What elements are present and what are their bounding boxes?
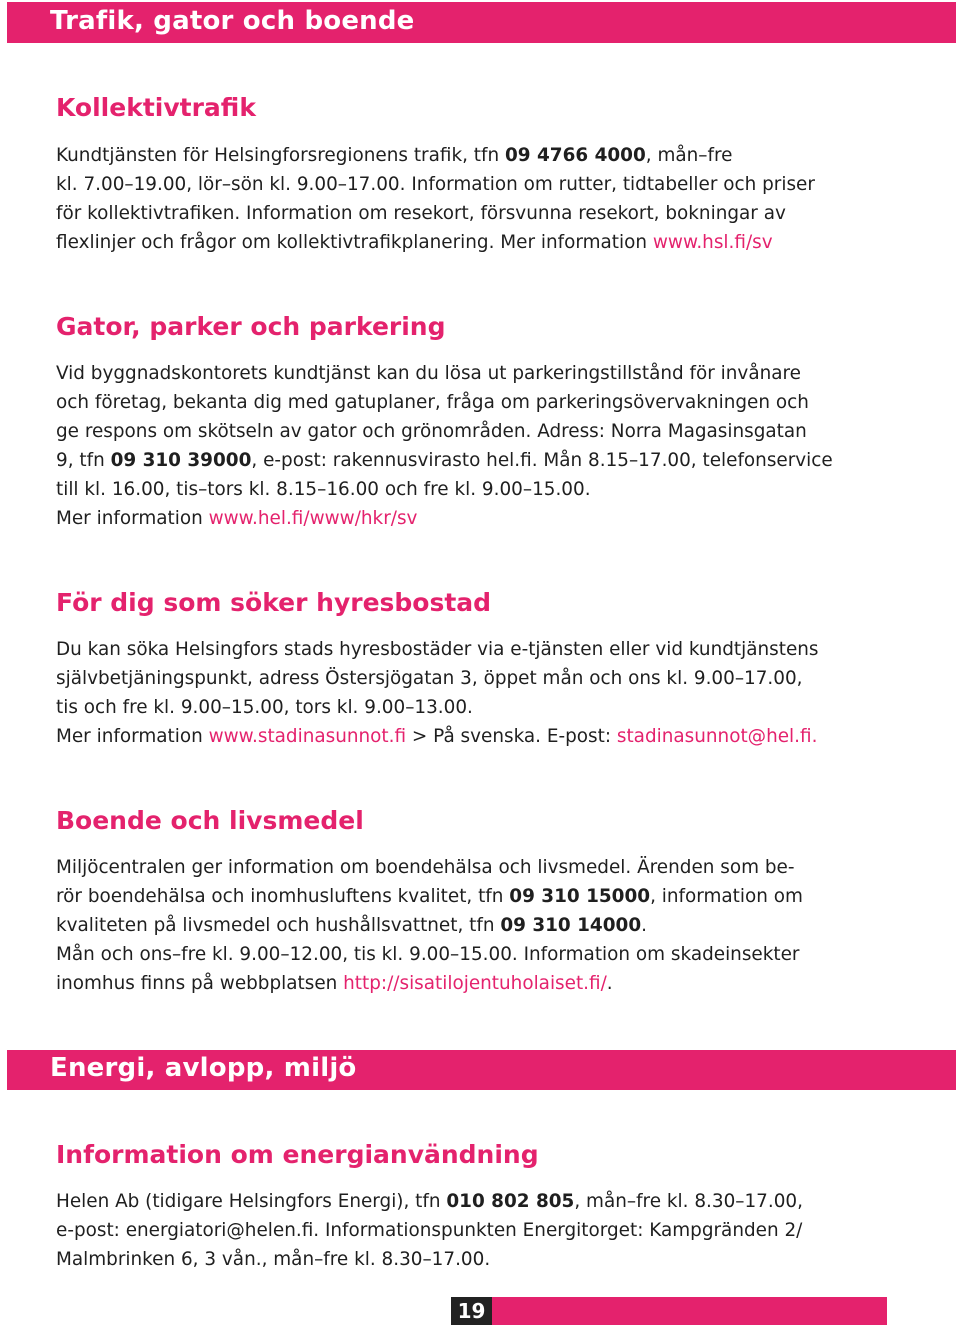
heading-energianvandning: Information om energianvändning bbox=[56, 1140, 539, 1169]
text-line: Du kan söka Helsingfors stads hyresbostäder via e-tjänsten eller vid kundtjänstens bbox=[56, 639, 819, 660]
text-line: Vid byggnadskontorets kundtjänst kan du lösa ut parkeringstillstånd för invånare bbox=[56, 363, 801, 384]
band-heading-trafik: Trafik, gator och boende bbox=[50, 6, 415, 36]
text-line: 9, tfn 09 310 39000, e-post: rakennusvirasto hel.fi. Mån 8.15–17.00, telefonservice bbox=[56, 450, 833, 471]
text-line: ge respons om skötseln av gator och grönområden. Adress: Norra Magasinsgatan bbox=[56, 421, 807, 442]
text-line: tis och fre kl. 9.00–15.00, tors kl. 9.00–13.00. bbox=[56, 697, 473, 718]
text-line: kl. 7.00–19.00, lör–sön kl. 9.00–17.00. Information om rutter, tidtabeller och priser bbox=[56, 174, 815, 195]
heading-boende: Boende och livsmedel bbox=[56, 806, 364, 835]
text-line: rör boendehälsa och inomhusluftens kvalitet, tfn 09 310 15000, information om bbox=[56, 886, 803, 907]
text-line: Mer information www.hel.fi/www/hkr/sv bbox=[56, 508, 418, 529]
page-number: 19 bbox=[451, 1297, 492, 1325]
heading-hyresbostad: För dig som söker hyresbostad bbox=[56, 588, 492, 617]
text-line: Miljöcentralen ger information om boendehälsa och livsmedel. Ärenden som be- bbox=[56, 857, 795, 878]
band-heading-energi: Energi, avlopp, miljö bbox=[50, 1053, 357, 1083]
paragraph-kollektivtrafik bbox=[56, 141, 916, 257]
text-line: och företag, bekanta dig med gatuplaner, fråga om parkeringsövervakningen och bbox=[56, 392, 809, 413]
text-line: e-post: energiatori@helen.fi. Informationspunkten Energitorget: Kampgränden 2/ bbox=[56, 1220, 803, 1241]
paragraph-energi bbox=[56, 1187, 916, 1274]
text-line: Kundtjänsten för Helsingforsregionens trafik, tfn 09 4766 4000, mån–fre bbox=[56, 145, 733, 166]
text-line: kvaliteten på livsmedel och hushållsvattnet, tfn 09 310 14000. bbox=[56, 915, 647, 936]
page-footer-bar bbox=[492, 1297, 887, 1325]
text-line: till kl. 16.00, tis–tors kl. 8.15–16.00 och fre kl. 9.00–15.00. bbox=[56, 479, 591, 500]
stadinasunnot-link[interactable]: www.stadinasunnot.fi bbox=[208, 726, 407, 747]
text-line: självbetjäningspunkt, adress Östersjögatan 3, öppet mån och ons kl. 9.00–17.00, bbox=[56, 668, 803, 689]
paragraph-gator bbox=[56, 359, 916, 533]
stadinasunnot-email-link[interactable]: stadinasunnot@hel.fi. bbox=[616, 726, 818, 747]
text-line: Malmbrinken 6, 3 vån., mån–fre kl. 8.30–17.00. bbox=[56, 1249, 491, 1270]
paragraph-boende bbox=[56, 853, 916, 998]
sisatilojentuholaiset-link[interactable]: http://sisatilojentuholaiset.fi/ bbox=[343, 973, 607, 994]
text-line: inomhus finns på webbplatsen http://sisatilojentuholaiset.fi/. bbox=[56, 973, 613, 994]
paragraph-hyresbostad bbox=[56, 635, 916, 751]
hkr-link[interactable]: www.hel.fi/www/hkr/sv bbox=[208, 508, 418, 529]
text-line: för kollektivtrafiken. Information om resekort, försvunna resekort, bokningar av bbox=[56, 203, 786, 224]
text-line: flexlinjer och frågor om kollektivtrafikplanering. Mer information www.hsl.fi/sv bbox=[56, 232, 773, 253]
text-line: Mer information www.stadinasunnot.fi > På svenska. E-post: stadinasunnot@hel.fi. bbox=[56, 726, 818, 747]
heading-gator: Gator, parker och parkering bbox=[56, 312, 446, 341]
text-line: Mån och ons–fre kl. 9.00–12.00, tis kl. 9.00–15.00. Information om skadeinsekter bbox=[56, 944, 800, 965]
hsl-link[interactable]: www.hsl.fi/sv bbox=[652, 232, 773, 253]
text-line: Helen Ab (tidigare Helsingfors Energi), tfn 010 802 805, mån–fre kl. 8.30–17.00, bbox=[56, 1191, 803, 1212]
heading-kollektivtrafik: Kollektivtrafik bbox=[56, 93, 256, 122]
